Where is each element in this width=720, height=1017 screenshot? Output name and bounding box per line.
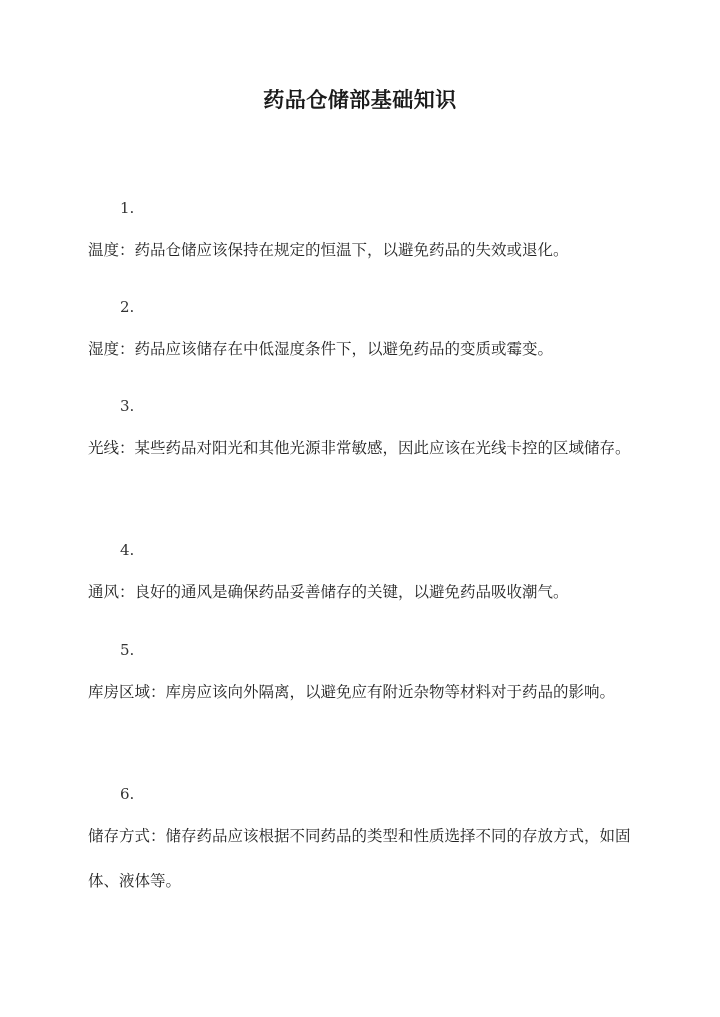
page-title: 药品仓储部基础知识 <box>263 87 457 112</box>
item-number-1: 1. <box>120 199 135 217</box>
item-text-1: 温度：药品仓储应该保持在规定的恒温下，以避免药品的失效或退化。 <box>88 241 569 259</box>
item-text-2: 湿度：药品应该储存在中低湿度条件下，以避免药品的变质或霉变。 <box>88 340 554 358</box>
item-text-3: 光线：某些药品对阳光和其他光源非常敏感，因此应该在光线卡控的区域储存。 <box>88 439 631 457</box>
item-number-5: 5. <box>120 641 135 659</box>
item-number-6: 6. <box>120 785 135 803</box>
item-text-5: 库房区域：库房应该向外隔离，以避免应有附近杂物等材料对于药品的影响。 <box>88 683 616 701</box>
item-text-4: 通风：良好的通风是确保药品妥善储存的关键，以避免药品吸收潮气。 <box>88 583 569 601</box>
item-number-3: 3. <box>120 397 135 415</box>
item-number-4: 4. <box>120 541 135 559</box>
item-number-2: 2. <box>120 298 135 316</box>
item-text-6: 储存方式：储存药品应该根据不同药品的类型和性质选择不同的存放方式，如固体、液体等。 <box>88 827 631 890</box>
